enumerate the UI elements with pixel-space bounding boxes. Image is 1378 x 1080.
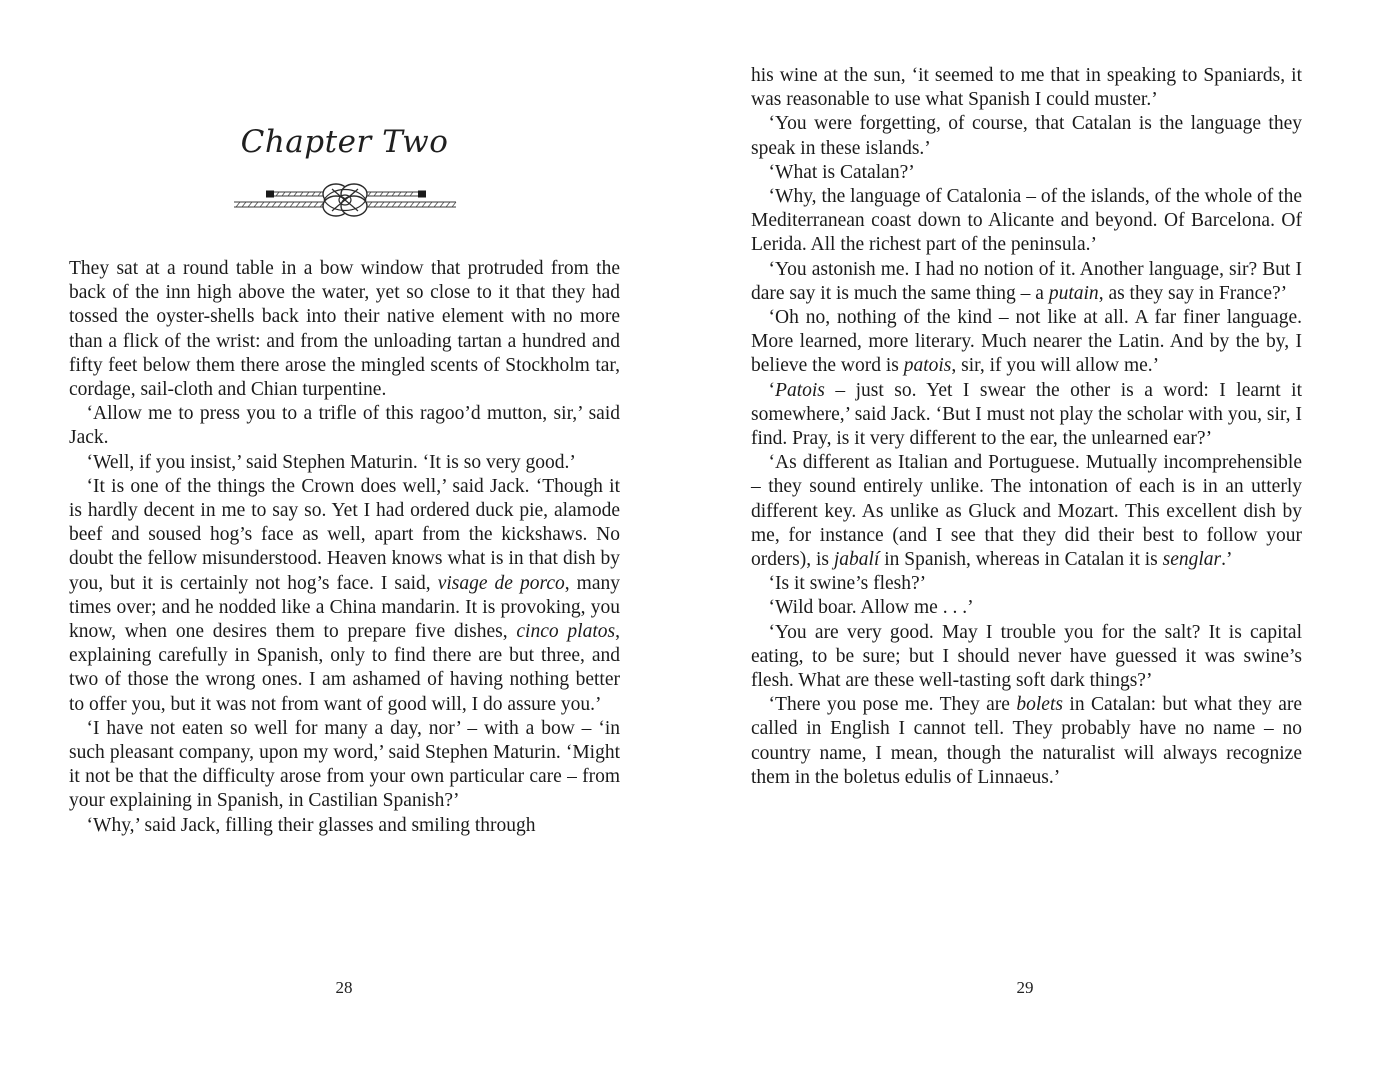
italic-text: patois xyxy=(903,355,952,377)
paragraph-text: , many times over; and he nodded like a China mandarin. It is provoking, you know, when one desires them to prepare five dishes, xyxy=(69,572,620,643)
paragraph-text: ‘Is it swine’s flesh?’ xyxy=(768,573,927,595)
italic-text: jabalí xyxy=(833,549,880,571)
paragraph xyxy=(751,306,1302,379)
paragraph xyxy=(751,451,1302,572)
paragraph-text: .’ xyxy=(1221,549,1233,571)
paragraph-text: – just so. Yet I swear the other is a word: I learnt it somewhere,’ said Jack. ‘But I must not play the scholar with you, sir, I find. Pray, is it very different to the ear, the unlearned ear?’ xyxy=(751,379,1302,450)
paragraph xyxy=(69,717,620,814)
paragraph xyxy=(69,402,620,450)
paragraph xyxy=(751,379,1302,452)
italic-text: Patois xyxy=(775,379,825,401)
paragraph xyxy=(751,621,1302,694)
paragraph-text: , as they say in France?’ xyxy=(1098,282,1288,304)
paragraph-text: ‘What is Catalan?’ xyxy=(768,161,915,183)
paragraph-text: in Catalan: but what they are called in English I cannot tell. They probably have no name – no country name, I mean, though the naturalist will always recognize them in the boletus edulis of Linnaeus.’ xyxy=(751,694,1302,788)
paragraph xyxy=(751,693,1302,790)
rope-knot-icon xyxy=(232,180,458,220)
paragraph-text: ‘ xyxy=(768,379,776,401)
paragraph xyxy=(751,596,1302,620)
paragraph xyxy=(69,475,620,717)
paragraph xyxy=(751,64,1302,112)
right-page xyxy=(689,0,1378,1080)
paragraph-text: his wine at the sun, ‘it seemed to me that in speaking to Spaniards, it was reasonable to use what Spanish I could muster.’ xyxy=(751,65,1302,111)
left-page-body xyxy=(69,257,620,838)
page-number-left: 28 xyxy=(335,978,353,997)
italic-text: visage de porco xyxy=(437,572,565,594)
paragraph xyxy=(69,814,620,838)
paragraph-text: , explaining carefully in Spanish, only to find there are but three, and two of those the wrong ones. I am ashamed of having nothing better to offer you, but it was not from want of good will, I do assure you.’ xyxy=(69,621,620,715)
paragraph xyxy=(69,257,620,402)
paragraph-text: ‘It is one of the things the Crown does well,’ said Jack. ‘Though it is hardly decent in me to say so. Yet I had ordered duck pie, alamode beef and soused hog’s face as well, apart from the kickshaws. No doubt the fellow misunderstood. Heaven knows what is in that dish by you, but it is certainly not hog’s face. I said, xyxy=(69,475,620,594)
paragraph-text: ‘You were forgetting, of course, that Catalan is the language they speak in these islands.’ xyxy=(751,113,1302,159)
italic-text: putain xyxy=(1048,282,1099,304)
paragraph-text: ‘Why,’ said Jack, filling their glasses and smiling through xyxy=(86,814,536,836)
italic-text: cinco platos xyxy=(516,621,616,643)
paragraph xyxy=(751,572,1302,596)
paragraph-text: ‘Oh no, nothing of the kind – not like at all. A far finer language. More learned, more literary. Much nearer the Latin. And by the by, I believe the word is xyxy=(751,307,1302,377)
paragraph xyxy=(751,112,1302,160)
paragraph-text: They sat at a round table in a bow window that protruded from the back of the inn high above the water, yet so close to it that they had tossed the oyster-shells back into their native element with no more than a flick of the wrist: and from the unloading tartan a hundred and fifty feet below them there arose the mingled scents of Stockholm tar, cordage, sail-cloth and Chian turpentine. xyxy=(69,258,620,401)
paragraph-text: ‘Allow me to press you to a trifle of this ragoo’d mutton, sir,’ said Jack. xyxy=(69,403,620,449)
paragraph xyxy=(751,161,1302,185)
paragraph-text: , sir, if you will allow me.’ xyxy=(951,355,1160,377)
paragraph-text: ‘Why, the language of Catalonia – of the islands, of the whole of the Mediterranean coast down to Alicante and beyond. Of Barcelona. Of Lerida. All the richest part of the peninsula.’ xyxy=(751,186,1302,256)
paragraph-text: ‘I have not eaten so well for many a day, nor’ – with a bow – ‘in such pleasant company, upon my word,’ said Stephen Maturin. ‘Might it not be that the difficulty arose from your own particular care – from your explaining in Spanish, in Castilian Spanish?’ xyxy=(69,717,620,812)
italic-text: bolets xyxy=(1016,694,1063,716)
paragraph-text: ‘You are very good. May I trouble you for the salt? It is capital eating, to be sure; but I should never have guessed it was swine’s flesh. What are these well-tasting soft dark things?’ xyxy=(751,621,1302,692)
paragraph-text: in Spanish, whereas in Catalan it is xyxy=(879,549,1163,571)
paragraph xyxy=(751,185,1302,258)
italic-text: senglar xyxy=(1162,549,1222,571)
paragraph-text: ‘There you pose me. They are xyxy=(768,694,1017,716)
paragraph-text: ‘Well, if you insist,’ said Stephen Maturin. ‘It is so very good.’ xyxy=(86,451,576,473)
right-page-body xyxy=(751,64,1302,790)
paragraph-text: ‘Wild boar. Allow me . . .’ xyxy=(768,597,974,619)
paragraph-text: ‘You astonish me. I had no notion of it. Another language, sir? But I dare say it is much the same thing – a xyxy=(751,258,1302,304)
paragraph-text: ‘As different as Italian and Portuguese. Mutually incomprehensible – they sound entirely unlike. The intonation of each is in an utterly different key. As unlike as Gluck and Mozart. This excellent dish by me, for instance (and I see that they did their best to follow your orders), is xyxy=(751,452,1302,571)
chapter-title: Chapter Two xyxy=(240,124,449,160)
page-number-right: 29 xyxy=(1016,978,1034,997)
paragraph xyxy=(69,451,620,475)
paragraph xyxy=(751,258,1302,306)
